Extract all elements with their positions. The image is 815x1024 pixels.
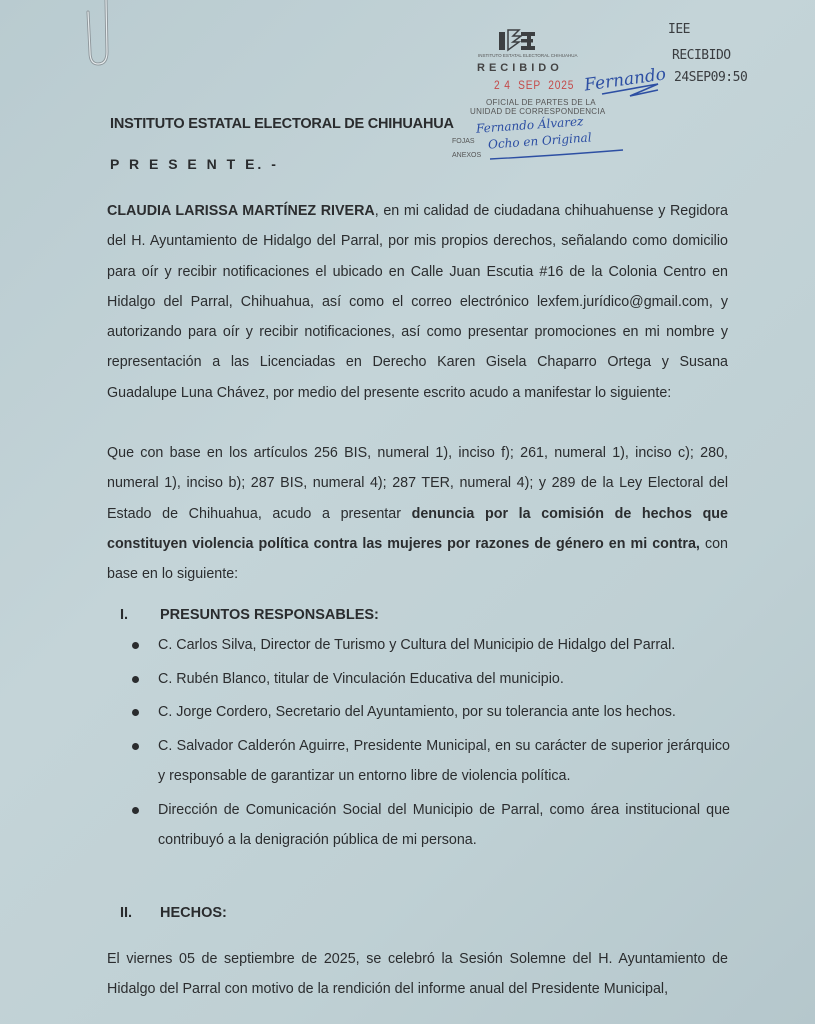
list-item <box>130 630 730 661</box>
stamp-received: RECIBIDO <box>477 62 563 74</box>
stamp-oficial-line2: UNIDAD DE CORRESPONDENCIA <box>470 107 606 116</box>
basis-paragraph <box>107 438 728 589</box>
basis-text-1: Que con base en los artículos 256 BIS, numeral 1), inciso f); 261, numeral 1), inciso c); 280, numeral 1), inciso b); 287 BIS, numeral 4); 287 TER, numeral 4); y 289 de la Ley Electoral del Estado de Chihuahua, acudo a presentar <box>107 445 728 522</box>
signature-stroke <box>600 76 662 98</box>
basis-bold: denuncia por la comisión de hechos que constituyen violencia política contra las mujeres por razones de género en mi contra, <box>107 505 728 552</box>
stamp-date: 2 4 SEP 2025 <box>494 78 575 92</box>
anexos-line <box>488 146 628 162</box>
intro-text: , en mi calidad de ciudadana chihuahuense y Regidora del H. Ayuntamiento de Hidalgo del Parral, por mis propios derechos, señalando como domicilio para oír y recibir notificaciones el ubicado en Calle Juan Escutia #16 de la Colonia Centro en Hidalgo del Parral, Chihuahua, así como el correo electrónico lexfem.jurídico@gmail.com, y autorizando para oír y recibir notificaciones, así como presentar promociones en mi nombre y representación a las Licenciadas en Derecho Karen Gisela Chaparro Ortega y Susana Guadalupe Luna Chávez, por medio del presente escrito acudo a manifestar lo siguiente: <box>107 203 728 401</box>
list-item-text: C. Salvador Calderón Aguirre, Presidente Municipal, en su carácter de superior jerárquico y responsable de garantizar un entorno libre de violencia política. <box>158 737 730 784</box>
section-1-number: I. <box>120 607 129 623</box>
list-item-text: C. Jorge Cordero, Secretario del Ayuntamiento, por su tolerancia ante los hechos. <box>158 704 676 720</box>
list-item-text: C. Rubén Blanco, titular de Vinculación Educativa del municipio. <box>158 670 564 687</box>
bullet-icon <box>132 743 139 750</box>
fojas-label: FOJAS <box>452 138 475 145</box>
section-2-label: HECHOS: <box>160 905 227 921</box>
iee-logo-icon <box>497 22 539 52</box>
stamp-institution: INSTITUTO ESTATAL ELECTORAL CHIHUAHUA <box>478 53 578 58</box>
list-item-text: Dirección de Comunicación Social del Municipio de Parral, como área institucional que contribuyó a la denigración pública de mi persona. <box>158 801 730 848</box>
anexos-label: ANEXOS <box>452 152 482 159</box>
bullet-icon <box>132 642 139 649</box>
handwritten-name: Fernando Álvarez <box>475 114 584 136</box>
hechos-paragraph: El viernes 05 de septiembre de 2025, se celebró la Sesión Solemne del H. Ayuntamiento de Hidalgo del Parral con motivo de la rendición del informe anual del Presidente Municipal, <box>107 951 728 998</box>
stamp-oficial-line1: OFICIAL DE PARTES DE LA <box>486 98 596 107</box>
list-item <box>130 664 730 695</box>
list-item <box>130 795 730 856</box>
paperclip-icon <box>80 0 120 70</box>
section-2-number: II. <box>120 905 133 921</box>
bullet-icon <box>132 676 139 683</box>
addressee-heading: INSTITUTO ESTATAL ELECTORAL DE CHIHUAHUA <box>110 116 454 132</box>
section-2-title <box>120 905 227 921</box>
bullet-icon <box>132 709 139 716</box>
timestamp-datetime: 24SEP09:50 <box>674 70 748 85</box>
basis-text-2: con base en lo siguiente: <box>107 535 728 583</box>
intro-paragraph <box>107 196 728 408</box>
salutation: P R E S E N T E. - <box>110 156 279 172</box>
section-1-label: PRESUNTOS RESPONSABLES: <box>160 607 379 623</box>
section-1-title <box>120 607 379 623</box>
responsables-list <box>130 630 730 859</box>
complainant-name: CLAUDIA LARISSA MARTÍNEZ RIVERA <box>107 203 375 219</box>
timestamp-received: RECIBIDO <box>672 48 731 63</box>
list-item <box>130 731 730 792</box>
list-item <box>130 697 730 728</box>
handwritten-fojas: Ocho en Original <box>487 130 592 152</box>
stamp-oficial <box>470 98 606 116</box>
list-item-text: C. Carlos Silva, Director de Turismo y Cultura del Municipio de Hidalgo del Parral. <box>158 637 676 653</box>
timestamp-iee: IEE <box>668 22 690 37</box>
signature: Fernando <box>583 64 668 96</box>
bullet-icon <box>132 807 139 814</box>
